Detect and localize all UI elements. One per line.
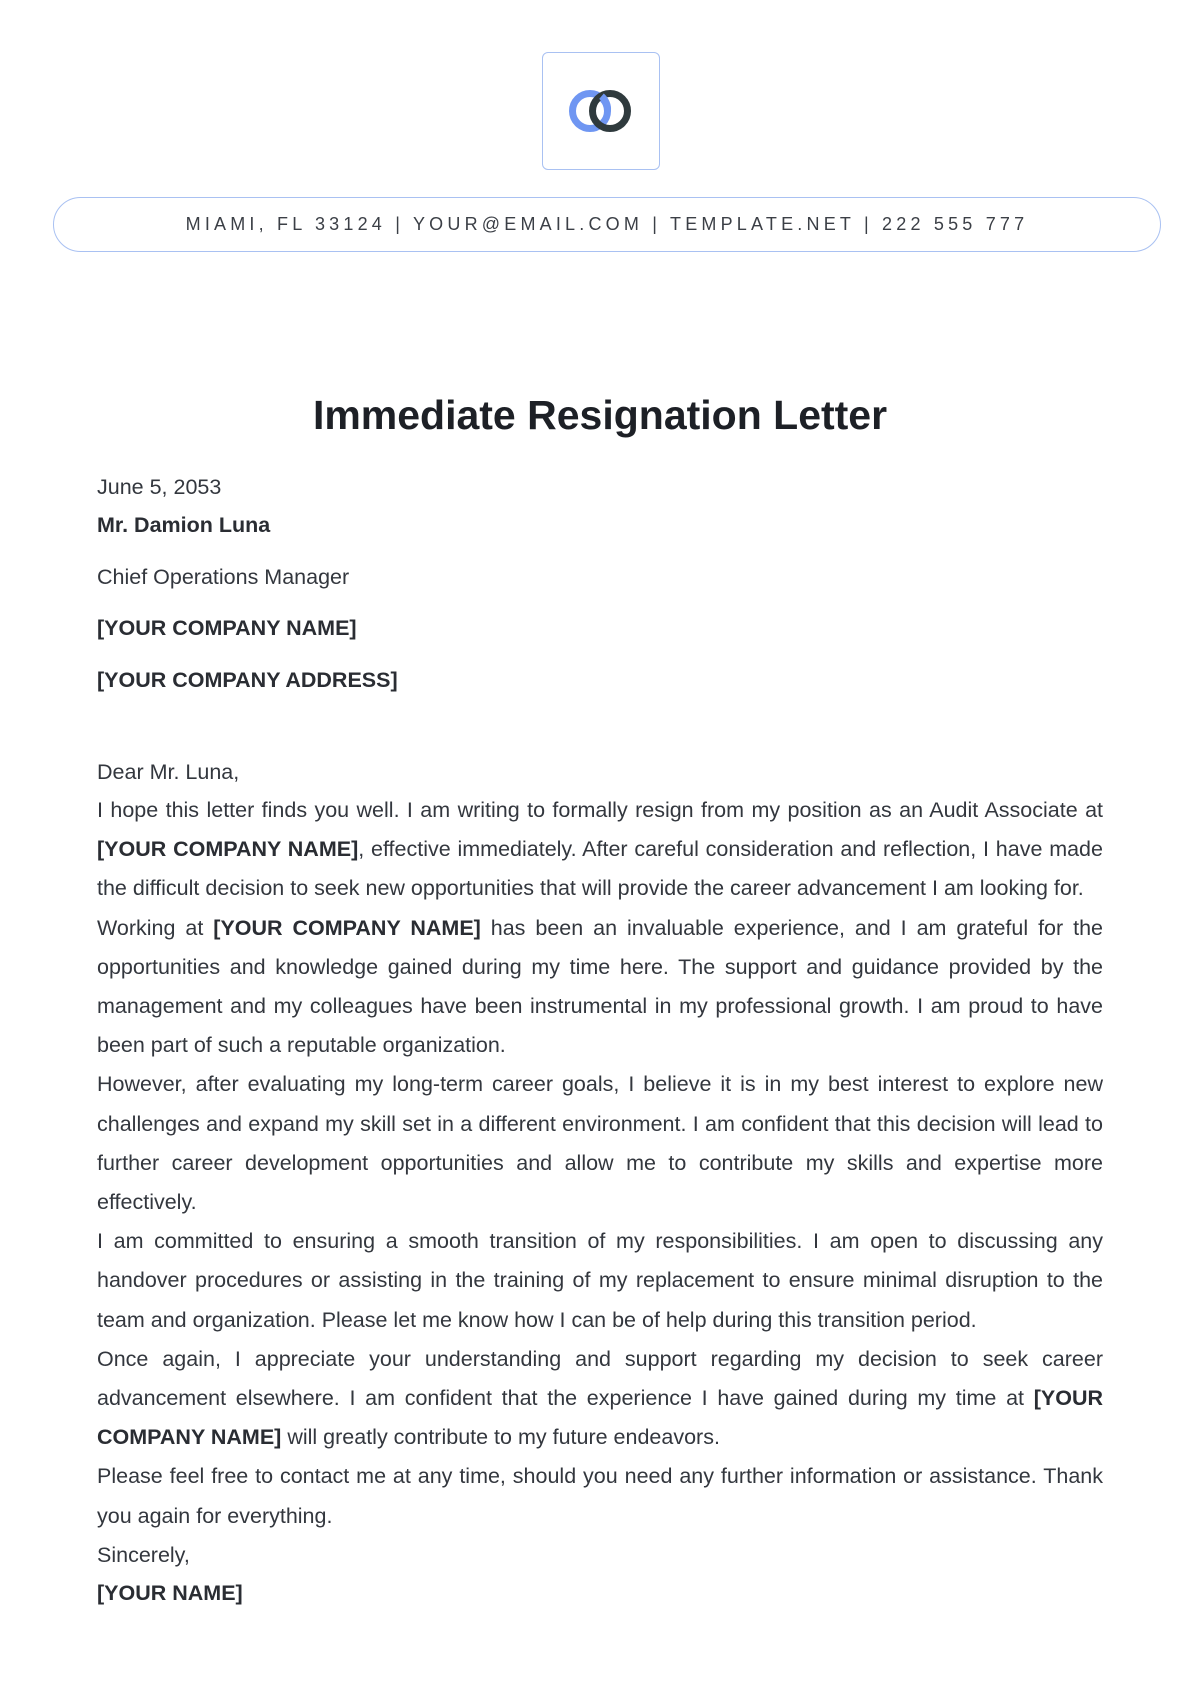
- salutation: Dear Mr. Luna,: [97, 760, 240, 784]
- paragraph-2-text-a: Working at: [97, 915, 214, 940]
- paragraph-4: I am committed to ensuring a smooth transition of my responsibilities. I am open to discussing any handover procedures or assisting in the training of my replacement to ensure minimal disruption to the team and organization. Please let me know how I can be of help during this transition period.: [97, 1229, 1103, 1332]
- paragraph-2-company: [YOUR COMPANY NAME]: [213, 915, 481, 940]
- company-address: [YOUR COMPANY ADDRESS]: [97, 668, 398, 692]
- letter-date: June 5, 2053: [97, 475, 222, 499]
- closing: Sincerely,: [97, 1542, 190, 1567]
- signature: [YOUR NAME]: [97, 1580, 243, 1605]
- paragraph-2: [97, 909, 1103, 1066]
- paragraph-5-text-b: will greatly contribute to my future endeavors.: [281, 1425, 720, 1450]
- paragraph-1-text-b: , effective immediately. After careful consideration and reflection, I have made the difficult decision to seek new opportunities that will provide the career advancement I am looking for.: [97, 837, 1103, 901]
- recipient-title: Chief Operations Manager: [97, 565, 350, 589]
- paragraph-1: [97, 791, 1103, 909]
- paragraph-5: [97, 1340, 1103, 1458]
- paragraph-5-company: [YOUR COMPANY NAME]: [97, 1386, 1103, 1450]
- page-title: Immediate Resignation Letter: [312, 392, 888, 438]
- company-name: [YOUR COMPANY NAME]: [97, 616, 357, 640]
- letter-body: [97, 468, 1103, 1612]
- paragraph-6: Please feel free to contact me at any time, should you need any further information or assistance. Thank you again for everything.: [97, 1464, 1103, 1528]
- paragraph-1-text-a: I hope this letter finds you well. I am writing to formally resign from my position as an Audit Associate at: [97, 798, 1103, 822]
- interlocking-rings-icon: [561, 81, 641, 141]
- paragraph-5-text-a: Once again, I appreciate your understanding and support regarding my decision to seek career advancement elsewhere. I am confident that the experience I have gained during my time at: [97, 1346, 1103, 1411]
- contact-line: MIAMI, FL 33124 | YOUR@EMAIL.COM | TEMPLATE.NET | 222 555 777: [185, 214, 1029, 234]
- logo: [542, 52, 660, 170]
- contact-bar: [53, 197, 1161, 252]
- recipient-name: Mr. Damion Luna: [97, 513, 271, 537]
- paragraph-1-company: [YOUR COMPANY NAME]: [97, 837, 359, 862]
- paragraph-2-text-b: has been an invaluable experience, and I am grateful for the opportunities and knowledge gained during my time here. The support and guidance provided by the management and my colleagues have been instrumental in my professional growth. I am proud to have been part of such a reputable organization.: [97, 915, 1103, 1058]
- paragraph-3: However, after evaluating my long-term career goals, I believe it is in my best interest to explore new challenges and expand my skill set in a different environment. I am confident that this decision will lead to further career development opportunities and allow me to contribute my skills and expertise more effectively.: [97, 1072, 1103, 1215]
